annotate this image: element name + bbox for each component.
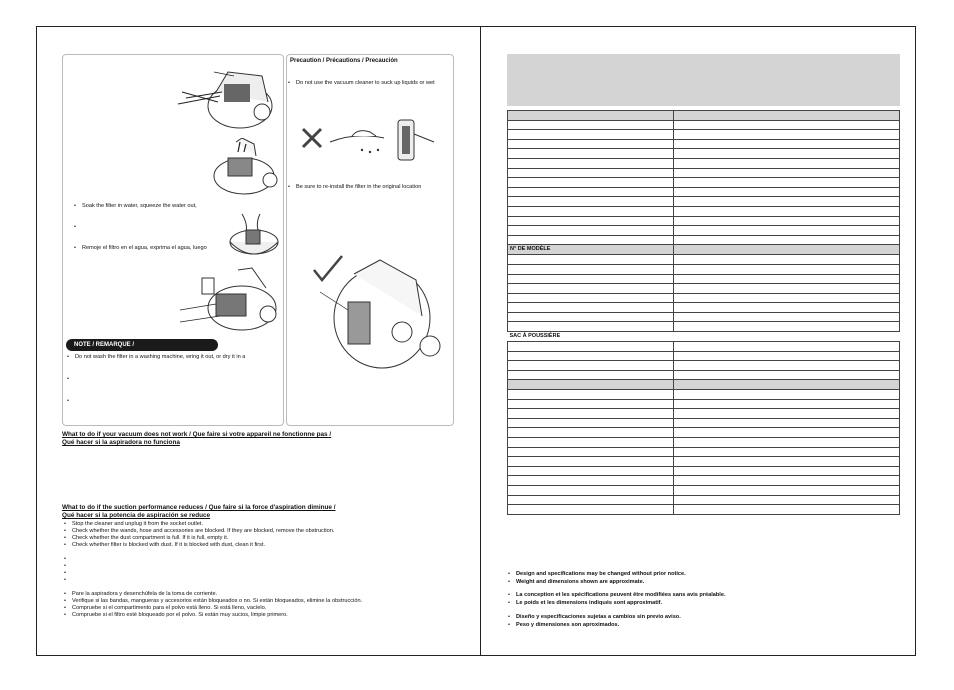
table-row (508, 399, 900, 409)
table-row (508, 226, 900, 236)
note-en: • Do not wash the filter in a washing machine, wring it out, or dry it in a (75, 354, 245, 361)
table-row (508, 495, 900, 505)
table-header-row-fr (508, 245, 900, 255)
table-row (508, 418, 900, 428)
cross-icon (300, 126, 324, 150)
precaution-item-liquids: • Do not use the vacuum cleaner to suck up liquids or wet (296, 80, 435, 87)
vacuum-filter-removal-illustration (176, 62, 280, 134)
troubleshoot-not-working-heading-1: What to do if your vacuum does not work / Que faire si votre appareil ne fonctionne pas / (62, 431, 332, 438)
filter-step-en: • Soak the filter in water, squeeze the water out, (82, 203, 197, 210)
vacuum-filter-installed-illustration (318, 250, 448, 374)
table-row (508, 466, 900, 476)
filter-lift-illustration (206, 138, 280, 196)
spec-table (507, 110, 900, 515)
table-row (508, 293, 900, 303)
filter-soak-bowl-illustration (226, 210, 282, 264)
table-row (508, 235, 900, 245)
suction-step-es-1: • Pare la aspiradora y desenchúfela de la toma de corriente. (72, 591, 217, 598)
table-row (508, 390, 900, 400)
spec-header-band (507, 54, 900, 106)
table-row (508, 342, 900, 352)
table-row (508, 130, 900, 140)
table-header-row-es (508, 380, 900, 390)
spec-note-en-2: • Weight and dimensions shown are approximate. (516, 579, 644, 586)
table-row (508, 428, 900, 438)
filter-step-es: • Remoje el filtro en el agua, exprima el agua, luego (82, 245, 207, 252)
table-row (508, 322, 900, 332)
table-row (508, 351, 900, 361)
table-row (508, 438, 900, 448)
table-row (508, 312, 900, 322)
troubleshoot-suction-heading-1: What to do if the suction performance reduces / Que faire si la force d'aspiration diminue / (62, 504, 336, 511)
table-row (508, 264, 900, 274)
troubleshoot-not-working-heading-2: Qué hacer si la aspiradora no funciona (62, 439, 180, 446)
table-row (508, 284, 900, 294)
precaution-item-filter: • Be sure to re-install the filter in the original location (296, 184, 421, 191)
spec-note-fr-1: • La conception et les spécifications peuvent être modifiées sans avis préalable. (516, 592, 726, 599)
suction-step-en-2: • Check whether the wands, hose and accessories are blocked. If they are blocked, remove the obstruction. (72, 528, 334, 535)
suction-step-en-1: • Stop the cleaner and unplug it from the socket outlet. (72, 521, 203, 528)
table-row (508, 120, 900, 130)
dust-bag-label-fr: SAC À POUSSIÈRE (508, 332, 674, 342)
table-row (508, 178, 900, 188)
table-row (508, 216, 900, 226)
note-title-badge: NOTE / REMARQUE / (66, 339, 218, 351)
table-row (508, 476, 900, 486)
model-number-label-fr: N° DE MODÈLE (508, 245, 674, 255)
table-row (508, 206, 900, 216)
table-row (508, 485, 900, 495)
suction-step-en-3: • Check whether the dust compartment is full. If it is full, empty it. (72, 535, 228, 542)
table-row (508, 457, 900, 467)
table-row (508, 409, 900, 419)
filter-reinstall-illustration (180, 264, 280, 336)
table-row (508, 255, 900, 265)
spec-note-es-1: • Diseño y especificaciones sujetas a cambios sin previo aviso. (516, 614, 681, 621)
table-row (508, 149, 900, 159)
table-row (508, 168, 900, 178)
table-row (508, 158, 900, 168)
table-row (508, 505, 900, 515)
spec-note-fr-2: • Le poids et les dimensions indiqués sont approximatif. (516, 600, 662, 607)
table-section-row-fr-bag (508, 332, 900, 342)
vacuum-nozzle-liquid-illustration (326, 116, 438, 164)
table-row (508, 197, 900, 207)
suction-step-en-4: • Check whether filter is blocked with dust. If it is blocked with dust, clean it first. (72, 542, 265, 549)
table-row (508, 139, 900, 149)
table-row (508, 303, 900, 313)
table-row (508, 370, 900, 380)
page-fold (480, 26, 481, 656)
precaution-title: Precaution / Précautions / Precaución (290, 58, 398, 64)
spec-note-es-2: • Peso y dimensiones son aproximados. (516, 622, 619, 629)
table-row (508, 361, 900, 371)
spec-note-en-1: • Design and specifications may be changed without prior notice. (516, 571, 686, 578)
suction-step-es-3: • Compruebe si el compartimento para el polvo está lleno. Si está lleno, vacíelo. (72, 605, 266, 612)
table-row (508, 274, 900, 284)
suction-step-es-4: • Compruebe si el filtro esté bloqueado por el polvo. Si están muy sucios, limpie primero. (72, 612, 288, 619)
troubleshoot-suction-heading-2: Qué hacer si la potencia de aspiración se reduce (62, 512, 211, 519)
suction-step-es-2: • Verifique si las bandas, mangueras y accesorios están bloqueados o no. Si están bloqueados, elimine la obstrucción. (72, 598, 362, 605)
table-header-row-en (508, 111, 900, 121)
table-row (508, 187, 900, 197)
table-row (508, 447, 900, 457)
